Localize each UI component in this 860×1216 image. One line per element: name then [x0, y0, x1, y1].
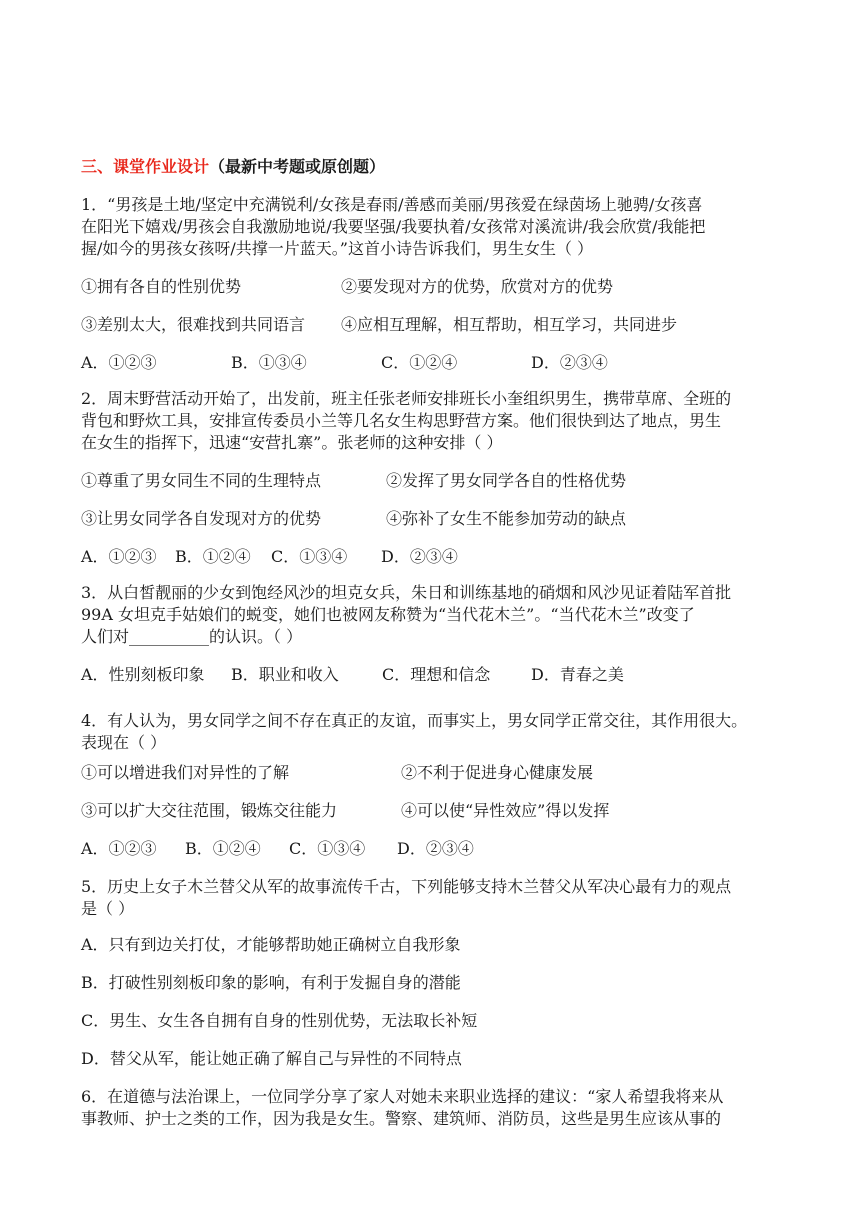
q2-statements-row-2 [81, 508, 781, 530]
q4-choice-c: C．①③④ [289, 839, 366, 858]
q5-option-c: C．男生、女生各自拥有自身的性别优势，无法取长补短 [81, 1011, 478, 1030]
q4-statements-row-1 [81, 762, 781, 784]
q4-choice-a: A．①②③ [81, 839, 157, 858]
q4-stem-line-1: 4．有人认为，男女同学之间不存在真正的友谊，而事实上，男女同学正常交往，其作用很大。 [81, 711, 748, 730]
q1-stem-line-3: 握/如今的男孩女孩呀/共撑一片蓝天。”这首小诗告诉我们，男生女生（ ） [81, 239, 594, 258]
q2-statements-row-1 [81, 470, 781, 492]
q2-statement-3: ③让男女同学各自发现对方的优势 [81, 509, 322, 528]
q5-option-a: A．只有到边关打仗，才能够帮助她正确树立自我形象 [81, 935, 461, 954]
q5-option-d: D．替父从军，能让她正确了解自己与异性的不同特点 [81, 1049, 462, 1068]
q1-statements-row-2 [81, 314, 781, 336]
q2-stem-line-3: 在女生的指挥下，迅速“安营扎寨”。张老师的这种安排（ ） [81, 433, 503, 452]
q4-stem-line-2: 表现在（ ） [81, 733, 167, 752]
q4-statement-3: ③可以扩大交往范围，锻炼交往能力 [81, 801, 338, 820]
q4-statements-row-2 [81, 800, 781, 822]
q4-choice-d: D．②③④ [397, 839, 474, 858]
q5-stem-line-2: 是（ ） [81, 899, 135, 918]
q1-statement-1: ①拥有各自的性别优势 [81, 277, 242, 296]
q2-choice-b: B．①②④ [175, 547, 251, 566]
q2-choice-c: C．①③④ [271, 547, 348, 566]
q1-choice-c: C．①②④ [381, 353, 458, 372]
q6-stem-line-2: 事教师、护士之类的工作，因为我是女生。警察、建筑师、消防员，这些是男生应该从事的 [81, 1109, 722, 1128]
q2-stem-line-2: 背包和野炊工具，安排宣传委员小兰等几名女生构思野营方案。他们很快到达了地点，男生 [81, 411, 722, 430]
q1-statement-3: ③差别太大，很难找到共同语言 [81, 315, 306, 334]
section-heading [81, 156, 781, 178]
q3-choice-b: B．职业和收入 [231, 665, 339, 684]
q5-stem-line-1: 5．历史上女子木兰替父从军的故事流传千古，下列能够支持木兰替父从军决心最有力的观点 [81, 877, 732, 896]
q1-choice-d: D．②③④ [531, 353, 608, 372]
q3-choice-a: A．性别刻板印象 [81, 665, 205, 684]
q2-statement-1: ①尊重了男女同生不同的生理特点 [81, 471, 322, 490]
q3-choice-c: C．理想和信念 [382, 665, 491, 684]
q2-statement-2: ②发挥了男女同学各自的性格优势 [386, 471, 627, 490]
q4-choice-b: B．①②④ [185, 839, 261, 858]
section-subtitle: （最新中考题或原创题） [209, 157, 386, 176]
q2-statement-4: ④弥补了女生不能参加劳动的缺点 [386, 509, 627, 528]
q1-choice-a: A．①②③ [81, 353, 157, 372]
q1-statements-row-1 [81, 276, 781, 298]
q3-stem-line-3: 人们对__________的认识。（ ） [81, 627, 303, 646]
q1-stem-line-1: 1．“男孩是土地/坚定中充满锐利/女孩是春雨/善感而美丽/男孩爱在绿茵场上驰骋/女孩喜 [81, 195, 703, 214]
q5-option-b: B．打破性别刻板印象的影响，有利于发掘自身的潜能 [81, 973, 461, 992]
q1-statement-4: ④应相互理解，相互帮助，相互学习，共同进步 [341, 315, 678, 334]
q1-choice-b: B．①③④ [231, 353, 307, 372]
q2-choice-a: A．①②③ [81, 547, 157, 566]
q6-stem-line-1: 6．在道德与法治课上，一位同学分享了家人对她未来职业选择的建议：“家人希望我将来从 [81, 1087, 724, 1106]
section-title: 三、课堂作业设计 [81, 157, 210, 176]
q3-stem-line-1: 3．从白皙靓丽的少女到饱经风沙的坦克女兵，朱日和训练基地的硝烟和风沙见证着陆军首批 [81, 583, 732, 602]
q4-statement-1: ①可以增进我们对异性的了解 [81, 763, 290, 782]
q1-statement-2: ②要发现对方的优势，欣赏对方的优势 [341, 277, 614, 296]
q4-statement-2: ②不利于促进身心健康发展 [401, 763, 594, 782]
q3-choice-d: D．青春之美 [531, 665, 624, 684]
q2-choice-d: D．②③④ [381, 547, 458, 566]
q2-stem-line-1: 2．周末野营活动开始了，出发前，班主任张老师安排班长小奎组织男生，携带草席、全班的 [81, 389, 732, 408]
q1-stem-line-2: 在阳光下嬉戏/男孩会自我激励地说/我要坚强/我要执着/女孩常对溪流讲/我会欣赏/我能把 [81, 217, 706, 236]
q3-stem-line-2: 99A 女坦克手姑娘们的蜕变，她们也被网友称赞为“当代花木兰”。“当代花木兰”改变了 [81, 605, 695, 624]
q4-statement-4: ④可以使“异性效应”得以发挥 [401, 801, 610, 820]
